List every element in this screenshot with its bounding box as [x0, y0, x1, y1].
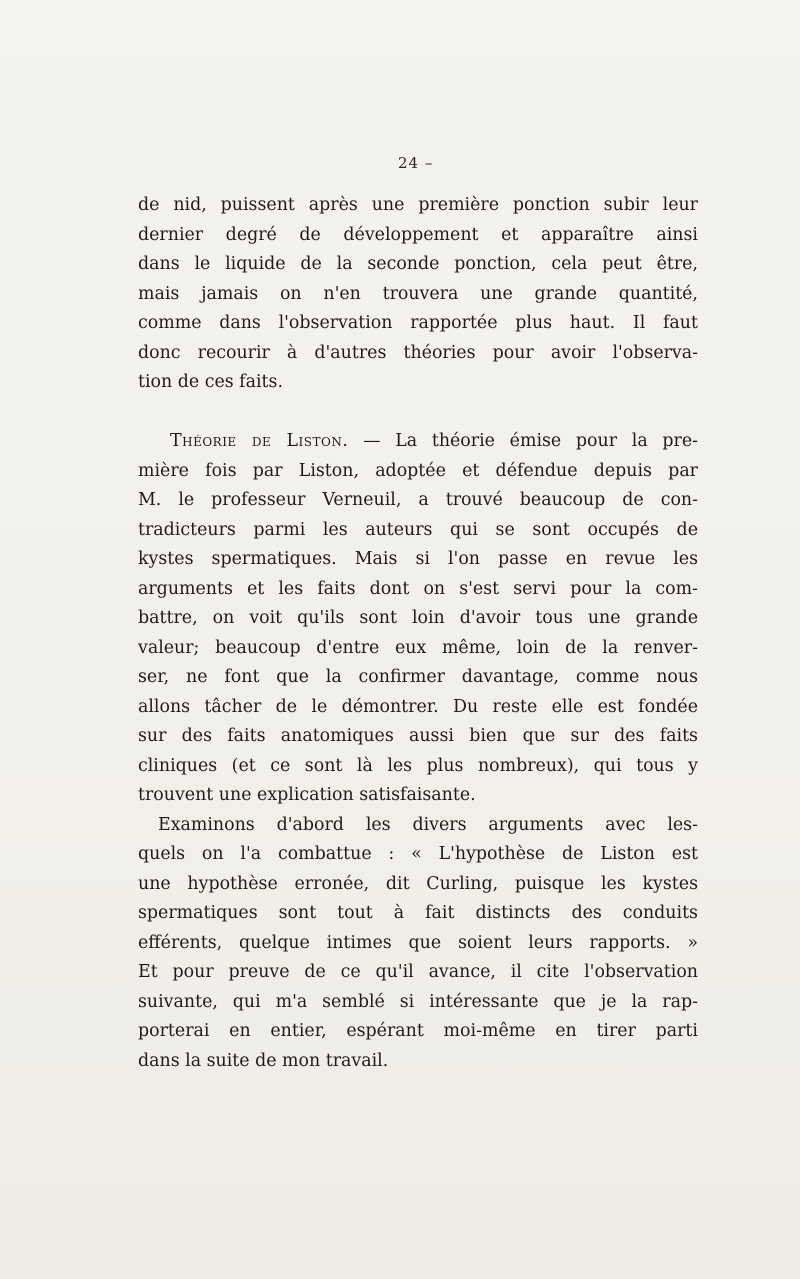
text-line: mière fois par Liston, adoptée et défendue depuis par — [138, 460, 698, 481]
text-line: battre, on voit qu'ils sont loin d'avoir tous une grande — [138, 608, 698, 628]
text-line: quels on l'a combattue : « L'hypothèse de Liston est — [138, 844, 698, 864]
text-line: kystes spermatiques. Mais si l'on passe en revue les — [138, 549, 698, 569]
paragraph-gap — [138, 398, 698, 428]
page-number: 24 – — [398, 154, 434, 172]
text-line: donc recourir à d'autres théories pour avoir l'observa- — [138, 342, 698, 363]
paragraph-2 — [138, 427, 698, 811]
text-line: mais jamais on n'en trouvera une grande quantité, — [138, 283, 698, 304]
text-line: une hypothèse erronée, dit Curling, puisque les kystes — [138, 873, 698, 894]
text-line: arguments et les faits dont on s'est servi pour la com- — [138, 578, 698, 599]
text-line: tion de ces faits. — [138, 372, 283, 392]
text-line — [138, 427, 698, 457]
text-line: allons tâcher de le démontrer. Du reste elle est fondée — [138, 696, 698, 717]
text-line: valeur; beaucoup d'entre eux même, loin de la renver- — [138, 637, 698, 658]
text-line: M. le professeur Verneuil, a trouvé beaucoup de con- — [138, 490, 698, 510]
text-line: sur des faits anatomiques aussi bien que sur des faits — [138, 726, 698, 746]
text-line: trouvent une explication satisfaisante. — [138, 785, 476, 805]
text-line: cliniques (et ce sont là les plus nombreux), qui tous y — [138, 755, 698, 776]
text-line: Examinons d'abord les divers arguments avec les- — [158, 814, 698, 835]
section-heading: Théorie de Liston. — [170, 431, 349, 451]
text-line: ser, ne font que la confirmer davantage, comme nous — [138, 667, 698, 687]
text-line: Et pour preuve de ce qu'il avance, il cite l'observation — [138, 962, 698, 982]
text-line: de nid, puissent après une première ponction subir leur — [138, 195, 698, 215]
text-line: tradicteurs parmi les auteurs qui se sont occupés de — [138, 519, 698, 540]
text-line: suivante, qui m'a semblé si intéressante que je la rap- — [138, 991, 698, 1012]
text-line: efférents, quelque intimes que soient leurs rapports. » — [138, 932, 698, 953]
text-line: dernier degré de développement et apparaître ainsi — [138, 224, 698, 245]
body-text — [138, 191, 698, 1076]
paragraph-1 — [138, 191, 698, 398]
text-line: porterai en entier, espérant moi-même en tirer parti — [138, 1021, 698, 1041]
text-line: dans la suite de mon travail. — [138, 1050, 389, 1071]
text-line: comme dans l'observation rapportée plus haut. Il faut — [138, 313, 698, 333]
text-line: dans le liquide de la seconde ponction, cela peut être, — [138, 254, 698, 274]
heading-line-rest: — La théorie émise pour la pre- — [348, 431, 699, 451]
paragraph-3 — [138, 811, 698, 1077]
text-line: spermatiques sont tout à fait distincts des conduits — [138, 903, 698, 923]
